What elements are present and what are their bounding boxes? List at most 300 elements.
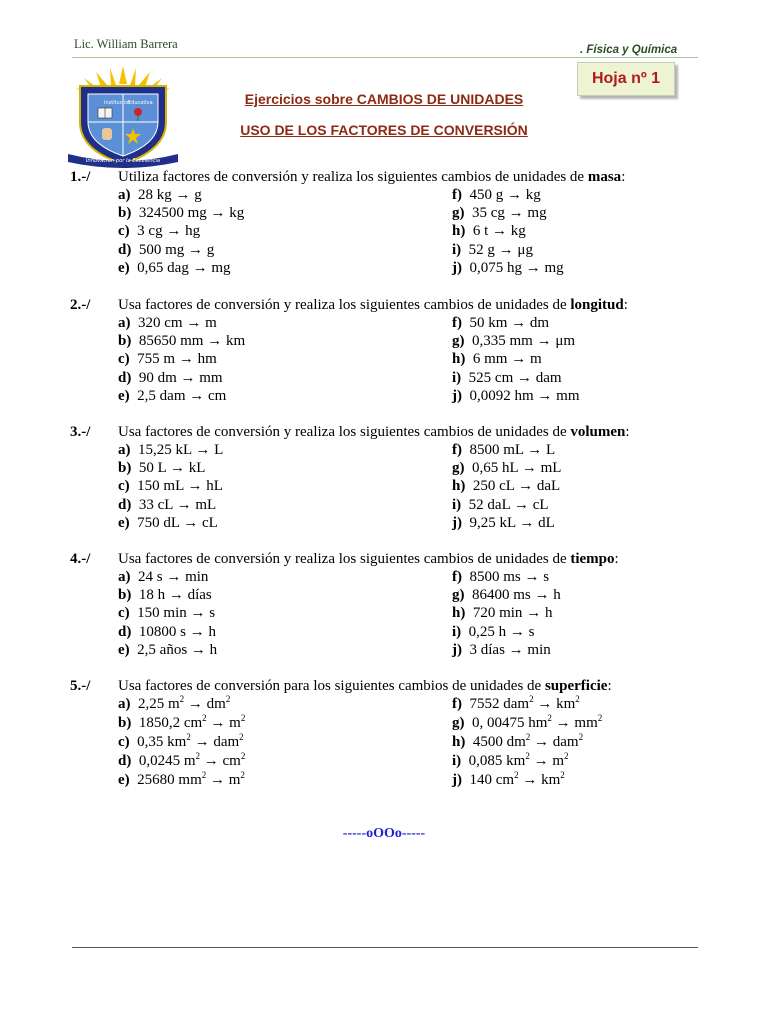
conversion-item bbox=[118, 314, 217, 332]
item-target-unit: L bbox=[214, 442, 224, 458]
instruction-suffix: : bbox=[607, 678, 612, 694]
arrow-right-icon: → bbox=[187, 641, 210, 658]
arrow-right-icon: → bbox=[190, 734, 214, 750]
instruction-topic: longitud bbox=[570, 297, 624, 313]
conversion-item bbox=[452, 204, 547, 222]
conversion-item bbox=[452, 314, 549, 332]
item-value: 755 m bbox=[137, 351, 176, 368]
arrow-right-icon: → bbox=[171, 187, 195, 203]
item-value: 0,335 mm bbox=[472, 333, 533, 350]
exercise-number: 5.-/ bbox=[70, 678, 91, 694]
arrow-right-icon: → bbox=[184, 241, 207, 258]
arrow-right-icon: → bbox=[203, 333, 226, 350]
item-target-unit: m bbox=[229, 715, 241, 731]
squared-exponent: 2 bbox=[239, 732, 244, 742]
conversion-item bbox=[452, 714, 602, 732]
arrow-right-icon: → bbox=[507, 315, 530, 331]
exercise-statement bbox=[70, 296, 710, 314]
item-letter: b) bbox=[118, 460, 132, 477]
item-letter: d) bbox=[118, 241, 132, 258]
arrow-right-icon: → bbox=[206, 772, 229, 788]
item-letter: b) bbox=[118, 333, 132, 350]
page-subtitle: USO DE LOS FACTORES DE CONVERSIÓN bbox=[240, 122, 528, 138]
item-value: 10800 s bbox=[138, 623, 186, 640]
item-letter: a) bbox=[118, 187, 131, 203]
item-letter: b) bbox=[118, 205, 132, 222]
instruction-suffix: : bbox=[625, 424, 630, 440]
conversion-item bbox=[118, 459, 205, 477]
arrow-right-icon: → bbox=[533, 387, 557, 404]
arrow-right-icon: → bbox=[162, 223, 186, 240]
conversion-item bbox=[452, 387, 580, 405]
author-name: Lic. William Barrera bbox=[74, 37, 178, 51]
exercise-instruction bbox=[118, 423, 630, 441]
arrow-right-icon: → bbox=[529, 753, 553, 769]
squared-exponent: 2 bbox=[578, 732, 584, 742]
conversion-item bbox=[118, 568, 208, 586]
item-target-unit: dm bbox=[529, 315, 550, 331]
arrow-right-icon: → bbox=[514, 478, 537, 495]
item-target-unit: cm bbox=[222, 753, 241, 769]
item-target-unit: mL bbox=[195, 496, 217, 513]
item-letter: e) bbox=[118, 387, 130, 404]
item-value: 0,65 hL bbox=[472, 460, 519, 477]
conversion-item bbox=[452, 350, 542, 368]
item-target-unit: s bbox=[543, 569, 550, 585]
item-letter: a) bbox=[118, 315, 131, 331]
arrow-right-icon: → bbox=[504, 205, 528, 222]
item-letter: e) bbox=[118, 772, 130, 788]
item-value: 7552 dam bbox=[469, 696, 530, 712]
exercise-2 bbox=[70, 296, 710, 404]
item-value: 150 mL bbox=[137, 478, 184, 495]
conversion-item bbox=[452, 222, 526, 240]
arrow-right-icon: → bbox=[522, 259, 545, 276]
item-letter: g) bbox=[452, 460, 465, 477]
item-value: 6 mm bbox=[472, 351, 508, 368]
conversion-item bbox=[118, 641, 217, 659]
item-value: 52 g bbox=[468, 241, 495, 258]
squared-exponent: 2 bbox=[560, 770, 565, 780]
item-letter: h) bbox=[452, 351, 466, 368]
item-target-unit: kL bbox=[188, 460, 206, 477]
item-letter: f) bbox=[452, 696, 462, 712]
arrow-right-icon: → bbox=[179, 514, 203, 531]
conversion-item bbox=[118, 586, 212, 604]
item-letter: i) bbox=[452, 369, 462, 386]
item-value: 8500 ms bbox=[469, 569, 521, 585]
item-target-unit: m bbox=[205, 315, 217, 331]
item-letter: i) bbox=[452, 753, 462, 769]
arrow-right-icon: → bbox=[533, 696, 557, 712]
squared-exponent: 2 bbox=[240, 751, 246, 761]
conversion-item bbox=[118, 259, 231, 277]
item-target-unit: hg bbox=[185, 223, 201, 240]
item-value: 25680 mm bbox=[137, 772, 202, 788]
item-target-unit: dam bbox=[552, 734, 579, 750]
item-target-unit: s bbox=[528, 623, 535, 640]
item-target-unit: mg bbox=[527, 205, 547, 222]
school-crest-logo bbox=[66, 64, 180, 170]
squared-exponent: 2 bbox=[225, 694, 231, 704]
item-value: 50 L bbox=[138, 460, 167, 477]
arrow-right-icon: → bbox=[183, 478, 207, 495]
conversion-item bbox=[452, 586, 561, 604]
squared-exponent: 2 bbox=[597, 713, 603, 723]
squared-exponent: 2 bbox=[240, 770, 245, 780]
item-letter: e) bbox=[118, 259, 130, 276]
exercise-number: 1.-/ bbox=[70, 169, 91, 185]
conversion-item bbox=[118, 752, 245, 770]
squared-exponent: 2 bbox=[195, 751, 201, 761]
item-value: 1850,2 cm bbox=[138, 715, 203, 731]
instruction-text: Usa factores de conversión y realiza los siguientes cambios de unidades de bbox=[118, 424, 571, 440]
conversion-item bbox=[452, 568, 549, 586]
arrow-right-icon: → bbox=[162, 569, 186, 585]
conversion-item bbox=[118, 186, 202, 204]
conversion-item bbox=[118, 350, 217, 368]
arrow-right-icon: → bbox=[515, 514, 539, 531]
arrow-right-icon: → bbox=[510, 496, 533, 513]
svg-text:Innovación por la Excelencia: Innovación por la Excelencia bbox=[85, 158, 161, 164]
item-value: 0,0245 m bbox=[138, 753, 196, 769]
item-letter: j) bbox=[452, 772, 462, 788]
item-target-unit: min bbox=[527, 641, 551, 658]
item-letter: e) bbox=[118, 514, 130, 531]
item-target-unit: L bbox=[546, 442, 556, 458]
item-value: 15,25 kL bbox=[138, 442, 192, 458]
arrow-right-icon: → bbox=[523, 442, 547, 458]
item-value: 28 kg bbox=[138, 187, 172, 203]
item-value: 0,25 h bbox=[468, 623, 507, 640]
item-letter: b) bbox=[118, 715, 132, 731]
item-value: 33 cL bbox=[138, 496, 173, 513]
squared-exponent: 2 bbox=[240, 713, 246, 723]
conversion-item bbox=[118, 514, 218, 532]
arrow-right-icon: → bbox=[188, 259, 212, 276]
item-letter: h) bbox=[452, 734, 466, 750]
exercise-instruction bbox=[118, 168, 625, 186]
arrow-right-icon: → bbox=[520, 569, 544, 585]
item-target-unit: dam bbox=[213, 734, 240, 750]
conversion-item bbox=[118, 241, 214, 259]
arrow-right-icon: → bbox=[522, 605, 545, 622]
conversion-item bbox=[118, 604, 215, 622]
conversion-item bbox=[452, 259, 564, 277]
item-target-unit: kg bbox=[229, 205, 245, 222]
arrow-right-icon: → bbox=[494, 241, 518, 258]
arrow-right-icon: → bbox=[166, 460, 189, 477]
conversion-item bbox=[452, 496, 549, 514]
item-letter: f) bbox=[452, 315, 462, 331]
arrow-right-icon: → bbox=[206, 715, 230, 731]
subject-name: . Física y Química bbox=[580, 44, 678, 56]
item-target-unit: h bbox=[544, 605, 553, 622]
item-letter: h) bbox=[452, 223, 466, 240]
arrow-right-icon: → bbox=[530, 734, 553, 750]
item-value: 450 g bbox=[469, 187, 504, 203]
arrow-right-icon: → bbox=[506, 623, 529, 640]
item-target-unit: mL bbox=[540, 460, 562, 477]
header-divider bbox=[72, 57, 698, 58]
item-letter: h) bbox=[452, 478, 466, 495]
item-letter: j) bbox=[452, 259, 462, 276]
squared-exponent: 2 bbox=[202, 713, 207, 723]
item-target-unit: h bbox=[209, 641, 218, 658]
item-letter: f) bbox=[452, 442, 462, 458]
item-target-unit: kg bbox=[525, 187, 541, 203]
conversion-item bbox=[118, 496, 216, 514]
item-value: 3 días bbox=[469, 641, 505, 658]
squared-exponent: 2 bbox=[547, 713, 552, 723]
arrow-right-icon: → bbox=[518, 772, 542, 788]
item-value: 8500 mL bbox=[469, 442, 524, 458]
item-target-unit: μm bbox=[555, 333, 576, 350]
item-letter: i) bbox=[452, 623, 462, 640]
instruction-topic: tiempo bbox=[570, 551, 615, 567]
squared-exponent: 2 bbox=[525, 732, 531, 742]
item-letter: f) bbox=[452, 569, 462, 585]
conversion-item bbox=[452, 459, 561, 477]
item-target-unit: g bbox=[194, 187, 202, 203]
arrow-right-icon: → bbox=[530, 587, 554, 604]
item-letter: g) bbox=[452, 333, 465, 350]
exercise-4 bbox=[70, 550, 710, 658]
item-letter: d) bbox=[118, 496, 132, 513]
instruction-topic: volumen bbox=[570, 424, 626, 440]
conversion-item bbox=[118, 733, 244, 751]
item-value: 24 s bbox=[138, 569, 163, 585]
instruction-text: Usa factores de conversión y realiza los siguientes cambios de unidades de bbox=[118, 297, 571, 313]
item-value: 0,085 km bbox=[468, 753, 526, 769]
item-value: 86400 ms bbox=[472, 587, 531, 604]
item-target-unit: mg bbox=[544, 259, 564, 276]
item-letter: a) bbox=[118, 696, 131, 712]
conversion-item bbox=[118, 623, 216, 641]
conversion-item bbox=[118, 387, 226, 405]
conversion-item bbox=[118, 441, 223, 459]
item-value: 150 min bbox=[137, 605, 187, 622]
squared-exponent: 2 bbox=[564, 751, 569, 761]
arrow-right-icon: → bbox=[185, 623, 209, 640]
item-value: 750 dL bbox=[137, 514, 180, 531]
item-target-unit: h bbox=[208, 623, 216, 640]
arrow-right-icon: → bbox=[504, 641, 528, 658]
item-letter: c) bbox=[118, 734, 130, 750]
instruction-topic: superficie bbox=[544, 678, 608, 694]
arrow-right-icon: → bbox=[175, 351, 198, 368]
conversion-item bbox=[452, 241, 533, 259]
item-target-unit: hm bbox=[197, 351, 217, 368]
item-letter: g) bbox=[452, 587, 465, 604]
item-letter: c) bbox=[118, 223, 130, 240]
end-mark: -----oOOo----- bbox=[342, 826, 426, 841]
item-target-unit: cL bbox=[532, 496, 549, 513]
instruction-suffix: : bbox=[614, 551, 619, 567]
item-value: 3 cg bbox=[137, 223, 163, 240]
instruction-text: Usa factores de conversión para los siguientes cambios de unidades de bbox=[118, 678, 545, 694]
item-target-unit: km bbox=[556, 696, 576, 712]
arrow-right-icon: → bbox=[185, 387, 208, 404]
item-target-unit: mm bbox=[574, 715, 598, 731]
arrow-right-icon: → bbox=[200, 753, 223, 769]
squared-exponent: 2 bbox=[525, 751, 530, 761]
conversion-item bbox=[118, 204, 244, 222]
item-value: 90 dm bbox=[138, 369, 177, 386]
arrow-right-icon: → bbox=[532, 333, 556, 350]
instruction-suffix: : bbox=[621, 169, 626, 185]
item-target-unit: h bbox=[553, 587, 561, 604]
squared-exponent: 2 bbox=[514, 770, 519, 780]
item-letter: g) bbox=[452, 205, 465, 222]
conversion-item bbox=[452, 441, 555, 459]
item-value: 35 cg bbox=[472, 205, 505, 222]
item-target-unit: mg bbox=[211, 259, 231, 276]
item-target-unit: m bbox=[228, 772, 241, 788]
arrow-right-icon: → bbox=[513, 369, 536, 386]
item-letter: c) bbox=[118, 605, 130, 622]
exercise-instruction bbox=[118, 677, 612, 695]
squared-exponent: 2 bbox=[179, 694, 185, 704]
exercise-number: 2.-/ bbox=[70, 297, 91, 313]
item-value: 0, 00475 hm bbox=[472, 715, 548, 731]
arrow-right-icon: → bbox=[206, 205, 230, 222]
item-value: 0,65 dag bbox=[137, 259, 189, 276]
item-target-unit: cm bbox=[207, 387, 227, 404]
item-target-unit: μg bbox=[517, 241, 533, 258]
item-letter: c) bbox=[118, 478, 130, 495]
item-target-unit: días bbox=[187, 587, 212, 604]
item-target-unit: daL bbox=[536, 478, 561, 495]
arrow-right-icon: → bbox=[172, 496, 196, 513]
exercise-statement bbox=[70, 168, 710, 186]
item-value: 6 t bbox=[472, 223, 489, 240]
conversion-item bbox=[452, 733, 583, 751]
item-value: 720 min bbox=[472, 605, 523, 622]
item-target-unit: kg bbox=[510, 223, 526, 240]
arrow-right-icon: → bbox=[191, 442, 215, 458]
arrow-right-icon: → bbox=[184, 696, 207, 712]
item-letter: d) bbox=[118, 753, 132, 769]
item-value: 18 h bbox=[138, 587, 166, 604]
item-value: 85650 mm bbox=[138, 333, 204, 350]
item-letter: j) bbox=[452, 641, 462, 658]
item-letter: c) bbox=[118, 351, 130, 368]
item-target-unit: km bbox=[225, 333, 246, 350]
instruction-text: Utiliza factores de conversión y realiza los siguientes cambios de unidades de bbox=[118, 169, 588, 185]
arrow-right-icon: → bbox=[507, 351, 530, 368]
exercise-5 bbox=[70, 677, 710, 788]
exercise-instruction bbox=[118, 550, 619, 568]
item-value: 0,35 km bbox=[137, 734, 187, 750]
item-value: 50 km bbox=[469, 315, 508, 331]
arrow-right-icon: → bbox=[182, 315, 206, 331]
conversion-item bbox=[118, 477, 223, 495]
item-letter: d) bbox=[118, 369, 132, 386]
exercise-statement bbox=[70, 423, 710, 441]
conversion-item bbox=[118, 771, 245, 789]
page-title: Ejercicios sobre CAMBIOS DE UNIDADES bbox=[244, 91, 524, 107]
item-letter: a) bbox=[118, 569, 131, 585]
exercise-instruction bbox=[118, 296, 628, 314]
item-target-unit: dm bbox=[206, 696, 226, 712]
item-value: 250 cL bbox=[472, 478, 515, 495]
conversion-item bbox=[452, 186, 541, 204]
item-letter: a) bbox=[118, 442, 131, 458]
arrow-right-icon: → bbox=[176, 369, 200, 386]
item-target-unit: km bbox=[541, 772, 561, 788]
exercise-number: 4.-/ bbox=[70, 551, 91, 567]
squared-exponent: 2 bbox=[186, 732, 191, 742]
item-target-unit: hL bbox=[206, 478, 223, 495]
item-letter: b) bbox=[118, 587, 132, 604]
conversion-item bbox=[118, 369, 223, 387]
item-value: 52 daL bbox=[468, 496, 511, 513]
item-target-unit: m bbox=[529, 351, 542, 368]
squared-exponent: 2 bbox=[529, 694, 534, 704]
exercise-statement bbox=[70, 550, 710, 568]
item-value: 2,25 m bbox=[138, 696, 180, 712]
svg-text:Institución: Institución bbox=[104, 100, 131, 106]
item-letter: f) bbox=[452, 187, 462, 203]
exercise-3 bbox=[70, 423, 710, 531]
book-icon bbox=[98, 108, 112, 118]
conversion-item bbox=[452, 332, 575, 350]
conversion-item bbox=[118, 714, 245, 732]
conversion-item bbox=[452, 369, 562, 387]
item-value: 0,075 hg bbox=[469, 259, 522, 276]
sheet-number: Hoja nº 1 bbox=[591, 70, 661, 87]
item-letter: e) bbox=[118, 641, 130, 658]
item-value: 320 cm bbox=[138, 315, 183, 331]
instruction-topic: masa bbox=[587, 169, 622, 185]
exercise-statement bbox=[70, 677, 710, 695]
item-letter: j) bbox=[452, 387, 462, 404]
arrow-right-icon: → bbox=[518, 460, 541, 477]
item-letter: j) bbox=[452, 514, 462, 531]
item-letter: h) bbox=[452, 605, 466, 622]
item-value: 2,5 dam bbox=[137, 387, 186, 404]
item-value: 500 mg bbox=[138, 241, 185, 258]
item-letter: i) bbox=[452, 241, 462, 258]
instruction-suffix: : bbox=[623, 297, 628, 313]
footer-divider bbox=[72, 947, 698, 948]
item-target-unit: mm bbox=[199, 369, 223, 386]
squared-exponent: 2 bbox=[575, 694, 580, 704]
conversion-item bbox=[452, 604, 552, 622]
arrow-right-icon: → bbox=[503, 187, 526, 203]
conversion-item bbox=[452, 514, 555, 532]
conversion-item bbox=[118, 222, 200, 240]
conversion-item bbox=[118, 695, 230, 713]
item-value: 140 cm bbox=[469, 772, 515, 788]
arrow-right-icon: → bbox=[186, 605, 210, 622]
item-target-unit: m bbox=[552, 753, 565, 769]
svg-text:Educativa: Educativa bbox=[128, 100, 153, 106]
item-letter: g) bbox=[452, 715, 465, 731]
arrow-right-icon: → bbox=[488, 223, 511, 240]
item-target-unit: mm bbox=[556, 387, 580, 404]
instruction-text: Usa factores de conversión y realiza los siguientes cambios de unidades de bbox=[118, 551, 571, 567]
item-target-unit: s bbox=[209, 605, 216, 622]
conversion-item bbox=[452, 641, 551, 659]
conversion-item bbox=[452, 477, 560, 495]
conversion-item bbox=[452, 752, 569, 770]
item-target-unit: dL bbox=[538, 514, 555, 531]
item-value: 9,25 kL bbox=[469, 514, 516, 531]
item-value: 4500 dm bbox=[472, 734, 526, 750]
item-target-unit: dam bbox=[535, 369, 562, 386]
